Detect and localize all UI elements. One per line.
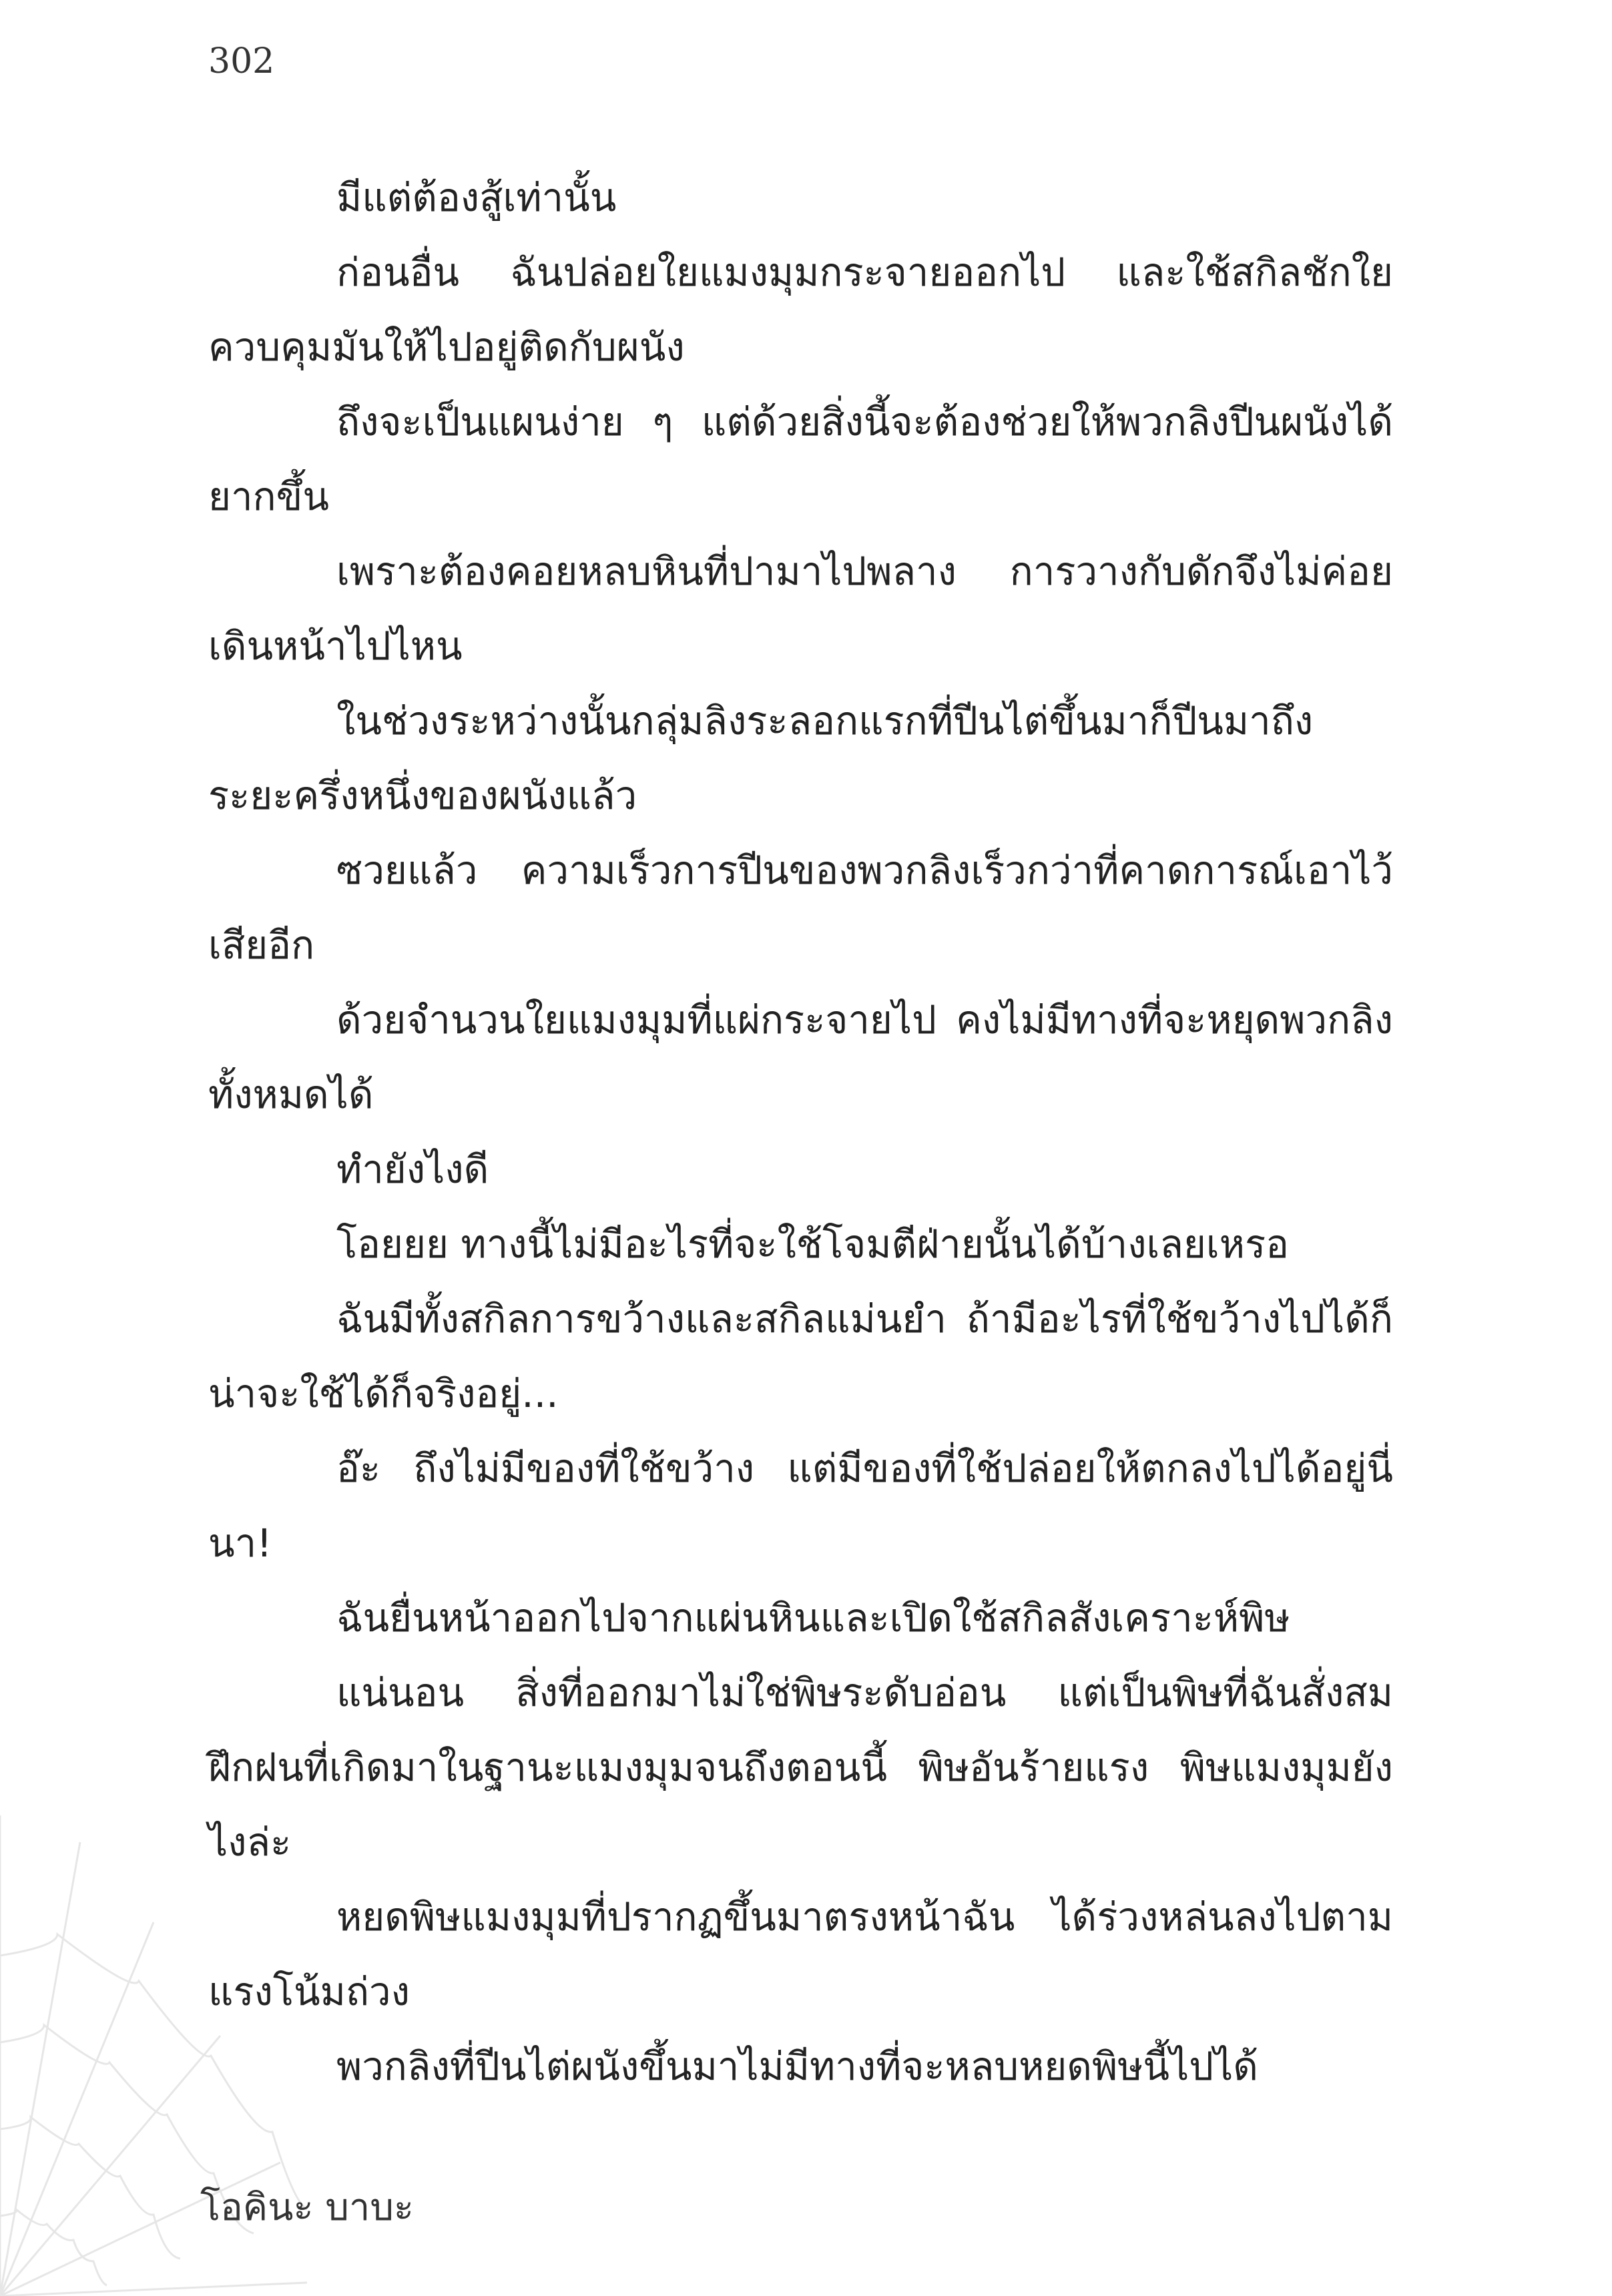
paragraph: ถึงจะเป็นแผนง่าย ๆ แต่ด้วยสิ่งนี้จะต้องช่วยให้พวกลิงปีนผนังได้ยากขึ้น — [208, 399, 1393, 519]
paragraph: เพราะต้องคอยหลบหินที่ปามาไปพลาง การวางกับดักจึงไม่ค่อยเดินหน้าไปไหน — [208, 549, 1393, 669]
paragraph: อ๊ะ ถึงไม่มีของที่ใช้ขว้าง แต่มีของที่ใช้ปล่อยให้ตกลงไปได้อยู่นี่นา! — [208, 1446, 1393, 1566]
paragraph: ฉันยื่นหน้าออกไปจากแผ่นหินและเปิดใช้สกิลสังเคราะห์พิษ — [336, 1595, 1290, 1641]
body-text — [208, 160, 1393, 2104]
paragraph: ซวยแล้ว ความเร็วการปีนของพวกลิงเร็วกว่าที่คาดการณ์เอาไว้เสียอีก — [208, 848, 1393, 968]
paragraph: หยดพิษแมงมุมที่ปรากฏขึ้นมาตรงหน้าฉัน ได้ร่วงหล่นลงไปตามแรงโน้มถ่วง — [208, 1894, 1393, 2014]
paragraph: พวกลิงที่ปีนไต่ผนังขึ้นมาไม่มีทางที่จะหลบหยดพิษนี้ไปได้ — [336, 2044, 1258, 2089]
paragraph: ด้วยจำนวนใยแมงมุมที่แผ่กระจายไป คงไม่มีทางที่จะหยุดพวกลิงทั้งหมดได้ — [208, 997, 1393, 1117]
paragraph: แน่นอน สิ่งที่ออกมาไม่ใช่พิษระดับอ่อน แต่เป็นพิษที่ฉันสั่งสมฝึกฝนที่เกิดมาในฐานะแมงมุมจนถึงตอนนี้ พิษอันร้ายแรง พิษแมงมุมยังไงล่ะ — [208, 1670, 1393, 1865]
footer-brand: โอคินะ บาบะ — [200, 2186, 414, 2229]
paragraph: ในช่วงระหว่างนั้นกลุ่มลิงระลอกแรกที่ปีนไต่ขึ้นมาก็ปีนมาถึงระยะครึ่งหนึ่งของผนังแล้ว — [208, 698, 1314, 818]
paragraph: มีแต่ต้องสู้เท่านั้น — [336, 175, 617, 220]
paragraph: โอยยย ทางนี้ไม่มีอะไรที่จะใช้โจมตีฝ่ายนั้นได้บ้างเลยเหรอ — [336, 1221, 1289, 1267]
page-number: 302 — [208, 41, 275, 81]
paragraph: ทำยังไงดี — [336, 1147, 489, 1192]
paragraph: ก่อนอื่น ฉันปล่อยใยแมงมุมกระจายออกไป และใช้สกิลชักใยควบคุมมันให้ไปอยู่ติดกับผนัง — [208, 250, 1393, 370]
paragraph: ฉันมีทั้งสกิลการขว้างและสกิลแม่นยำ ถ้ามีอะไรที่ใช้ขว้างไปได้ก็น่าจะใช้ได้ก็จริงอยู่... — [208, 1296, 1393, 1416]
